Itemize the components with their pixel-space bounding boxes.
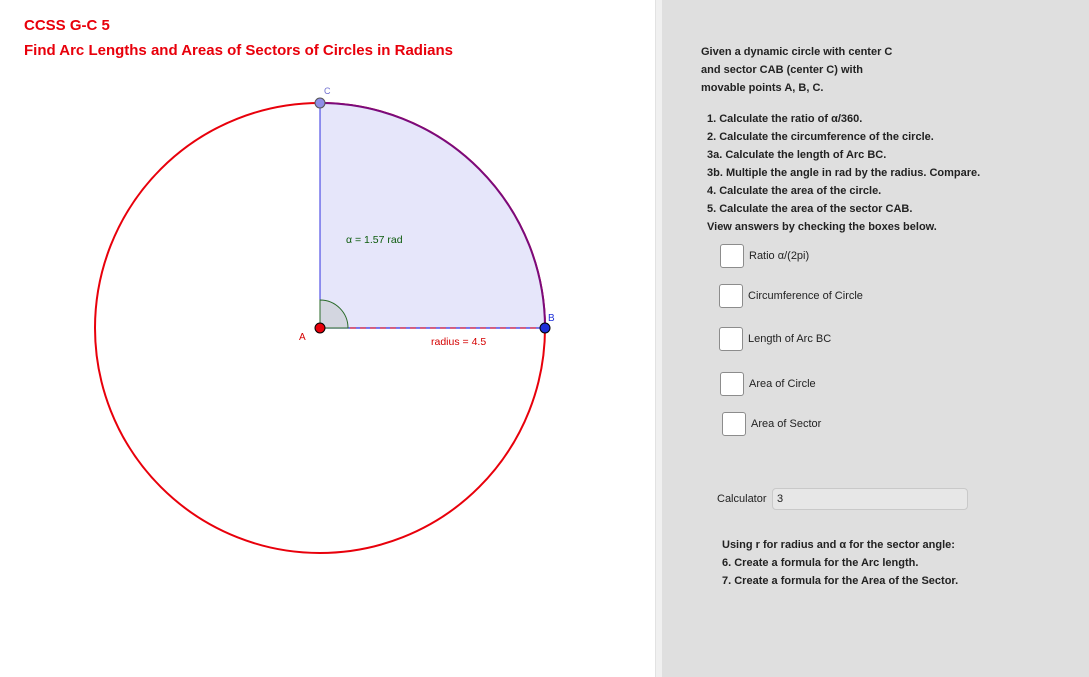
formula-prompts: [722, 536, 958, 590]
instructions-panel: [662, 0, 1089, 677]
checkbox-arc-length-label[interactable]: Length of Arc BC: [748, 333, 832, 345]
step-item: 3b. Multiple the angle in rad by the radius. Compare.: [707, 167, 981, 179]
checkbox-ratio[interactable]: [720, 244, 744, 268]
radius-label: radius = 4.5: [431, 336, 487, 348]
calculator-label: Calculator: [717, 493, 767, 505]
page-subtitle: Find Arc Lengths and Areas of Sectors of Circles in Radians: [24, 42, 453, 59]
checkbox-row-area-sector[interactable]: [722, 412, 821, 436]
point-c-label: C: [324, 86, 331, 96]
checkbox-circumference-label[interactable]: Circumference of Circle: [748, 290, 863, 302]
point-c[interactable]: [315, 98, 325, 108]
intro-line: movable points A, B, C.: [701, 82, 824, 94]
step-item: 4. Calculate the area of the circle.: [707, 185, 882, 197]
formula-line: 6. Create a formula for the Arc length.: [722, 557, 919, 569]
step-item: 2. Calculate the circumference of the circle.: [707, 131, 934, 143]
sector-cab: [320, 103, 545, 328]
checkbox-row-ratio[interactable]: [720, 244, 809, 268]
steps-list: [707, 110, 980, 236]
intro-text: [701, 43, 961, 97]
step-item: View answers by checking the boxes below.: [707, 221, 937, 233]
checkbox-circumference[interactable]: [719, 284, 743, 308]
point-b-label: B: [548, 313, 555, 324]
calculator-input[interactable]: [772, 488, 968, 510]
intro-line: and sector CAB (center C) with: [701, 64, 863, 76]
checkbox-ratio-label[interactable]: Ratio α/(2pi): [749, 250, 810, 262]
checkbox-area-circle-label[interactable]: Area of Circle: [749, 378, 816, 390]
checkbox-area-circle[interactable]: [720, 372, 744, 396]
checkbox-arc-length[interactable]: [719, 327, 743, 351]
step-item: 5. Calculate the area of the sector CAB.: [707, 203, 913, 215]
step-item: 3a. Calculate the length of Arc BC.: [707, 149, 887, 161]
angle-label: α = 1.57 rad: [346, 234, 403, 246]
point-b[interactable]: [540, 323, 550, 333]
point-a[interactable]: [315, 323, 325, 333]
checkbox-row-circumference[interactable]: [719, 284, 863, 308]
checkbox-area-sector[interactable]: [722, 412, 746, 436]
checkbox-area-sector-label[interactable]: Area of Sector: [751, 418, 822, 430]
formula-line: Using r for radius and α for the sector angle:: [722, 539, 955, 551]
checkbox-row-area-circle[interactable]: [720, 372, 816, 396]
page-title: CCSS G-C 5: [24, 17, 110, 34]
checkbox-row-arc-length[interactable]: [719, 327, 831, 351]
intro-line: Given a dynamic circle with center C: [701, 46, 893, 58]
point-a-label: A: [299, 332, 306, 343]
formula-line: 7. Create a formula for the Area of the Sector.: [722, 575, 959, 587]
step-item: 1. Calculate the ratio of α/360.: [707, 113, 863, 125]
panel-divider[interactable]: [655, 0, 662, 677]
